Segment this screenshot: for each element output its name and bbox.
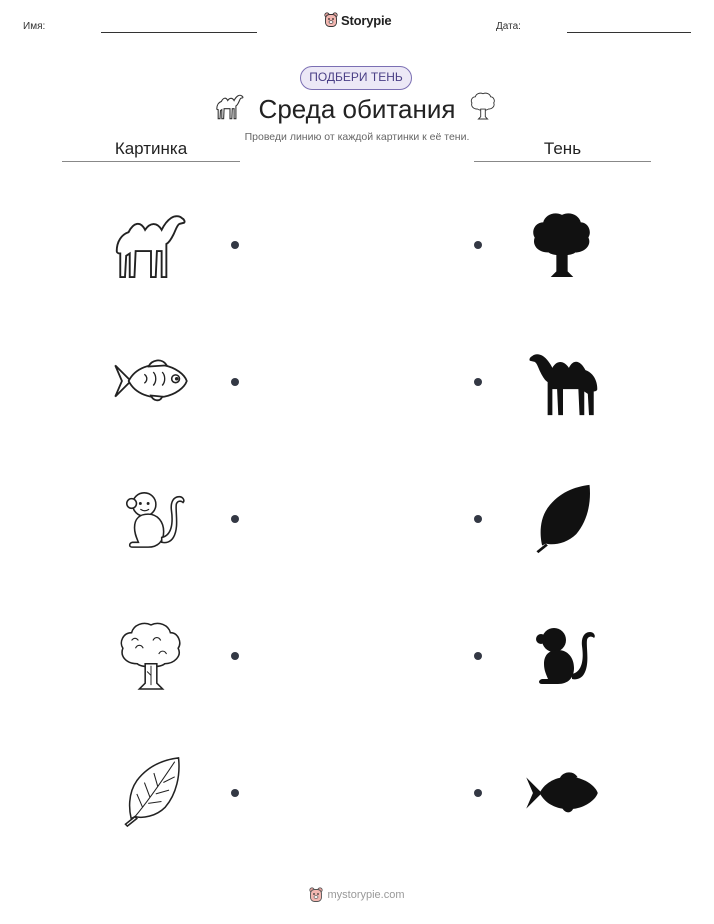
fish-icon [113, 354, 189, 408]
leaf-shadow-icon [530, 483, 596, 555]
monkey-icon [119, 486, 185, 552]
right-connect-dot[interactable] [474, 789, 482, 797]
right-column-heading: Тень [543, 139, 582, 158]
worksheet-instructions: Проведи линию от каждой картинки к её тени. [244, 131, 470, 143]
tree-shadow-icon [530, 207, 594, 283]
bear-icon [324, 12, 338, 28]
left-connect-dot[interactable] [231, 789, 239, 797]
name-label: Имя: [23, 21, 46, 32]
left-connect-dot[interactable] [231, 515, 239, 523]
left-connect-dot[interactable] [231, 241, 239, 249]
leaf-icon [120, 756, 184, 828]
activity-badge: ПОДБЕРИ ТЕНЬ [300, 66, 412, 90]
bear-footer-icon [309, 887, 323, 903]
date-label: Дата: [496, 21, 521, 32]
right-connect-dot[interactable] [474, 241, 482, 249]
date-field[interactable] [567, 32, 691, 33]
tree-icon [118, 620, 184, 692]
tree-decoration-icon [470, 91, 496, 121]
right-column-divider [474, 161, 651, 162]
right-connect-dot[interactable] [474, 515, 482, 523]
left-connect-dot[interactable] [231, 652, 239, 660]
left-connect-dot[interactable] [231, 378, 239, 386]
right-connect-dot[interactable] [474, 378, 482, 386]
footer-site: mystorypie.com [327, 889, 405, 901]
left-column-heading: Картинка [114, 139, 188, 158]
name-field[interactable] [101, 32, 257, 33]
left-column-divider [62, 161, 240, 162]
camel-shadow-icon [524, 346, 602, 418]
brand-logo [324, 12, 391, 28]
brand-name: Storypie [341, 12, 392, 28]
monkey-shadow-icon [528, 622, 596, 688]
fish-shadow-icon [524, 768, 600, 818]
camel-icon [112, 208, 190, 280]
worksheet-title: Среда обитания [258, 94, 456, 124]
footer [0, 887, 714, 903]
right-connect-dot[interactable] [474, 652, 482, 660]
